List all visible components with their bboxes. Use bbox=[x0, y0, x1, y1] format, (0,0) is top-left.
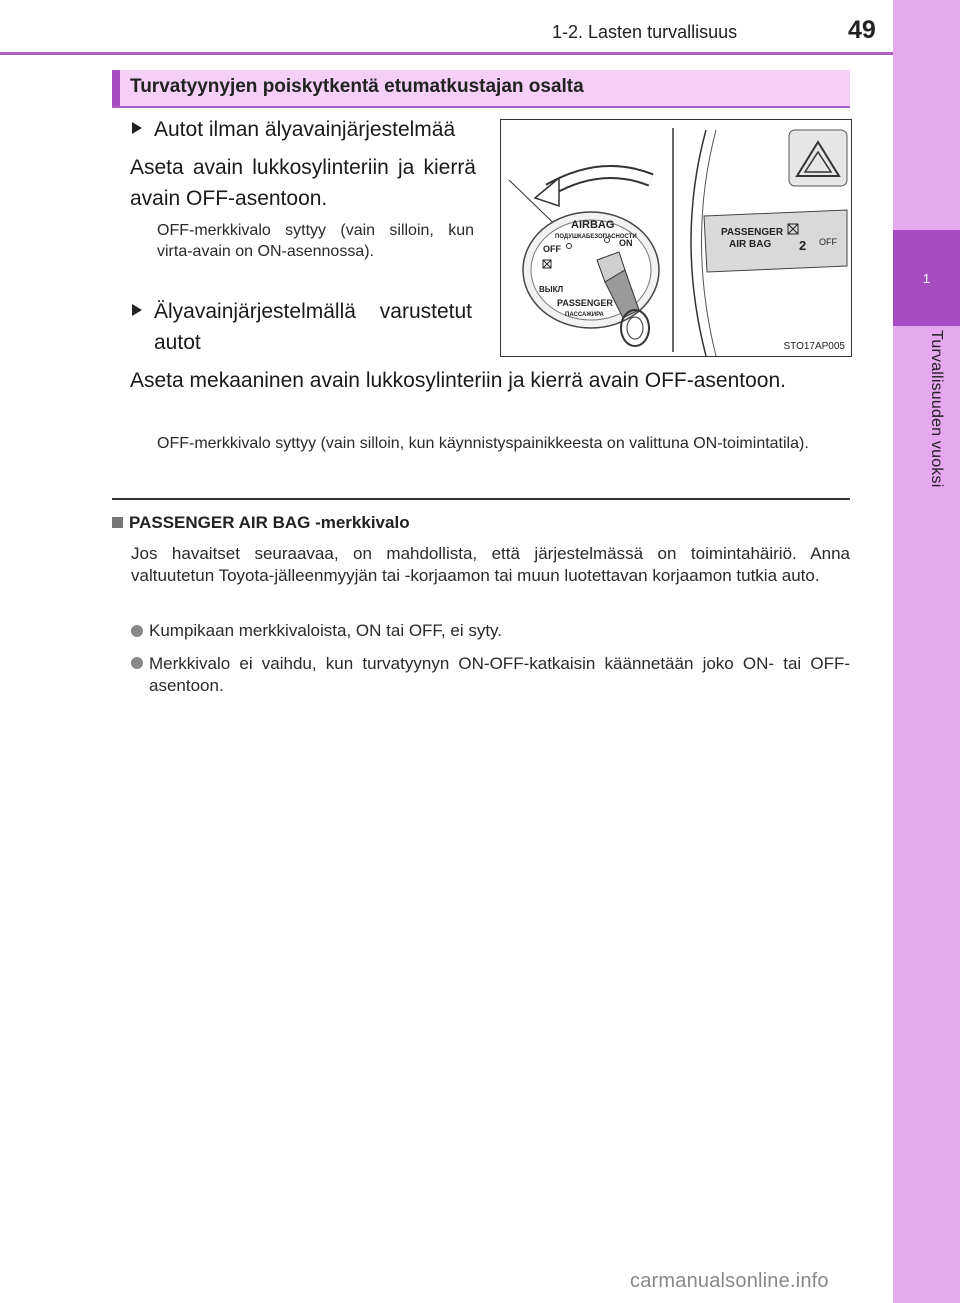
header-rule bbox=[0, 52, 893, 55]
item2-instruction: Aseta mekaaninen avain lukkosylinteriin ja kierrä avain OFF-asentoon. bbox=[130, 369, 786, 392]
triangle-bullet-icon bbox=[132, 304, 142, 316]
switch-off-ru-label: ВЫКЛ bbox=[539, 285, 564, 294]
item1-note: OFF-merkkivalo syttyy (vain silloin, kun virta-avain on ON-asennossa). bbox=[157, 222, 474, 260]
indicator-off: OFF bbox=[819, 237, 837, 247]
subsection-intro: Jos havaitset seuraavaa, on mahdollista, että järjestelmässä on toimintahäiriö. Anna valtuutetun Toyota-jälleenmyyjän tai -korjaamon tai muun luotettavan korjaamon tutkia auto. bbox=[131, 544, 850, 585]
list-item bbox=[131, 620, 850, 642]
indicator-line2: AIR BAG bbox=[729, 239, 772, 250]
section-accent bbox=[112, 70, 120, 106]
switch-off-label: OFF bbox=[543, 244, 561, 254]
item1-heading: Autot ilman älyavainjärjestelmää bbox=[154, 118, 456, 141]
switch-airbag-ru-label: ПОДУШКАБЕЗОПАСНОСТИ bbox=[555, 234, 637, 240]
subsection-title: PASSENGER AIR BAG -merkkivalo bbox=[129, 513, 410, 532]
list-item bbox=[131, 653, 850, 697]
airbag-switch-illustration bbox=[500, 119, 852, 357]
square-bullet-icon bbox=[112, 517, 123, 528]
triangle-bullet-icon bbox=[132, 122, 142, 134]
chapter-number: 1 bbox=[922, 270, 931, 286]
subsection-heading-row bbox=[112, 513, 410, 533]
page-number: 49 bbox=[848, 16, 876, 44]
airbag-switch-drawing bbox=[501, 120, 851, 356]
watermark: carmanualsonline.info bbox=[630, 1270, 829, 1292]
item1-heading-row bbox=[132, 118, 482, 142]
section-heading-bar bbox=[112, 70, 850, 108]
section-divider bbox=[112, 498, 850, 500]
circle-bullet-icon bbox=[131, 657, 143, 669]
switch-passenger-ru-label: ПАССАЖИРА bbox=[565, 312, 604, 318]
chapter-sidebar bbox=[893, 0, 960, 1303]
item2-note: OFF-merkkivalo syttyy (vain silloin, kun käynnistyspainikkeesta on valittuna ON-toimintatila). bbox=[157, 435, 809, 452]
svg-text:2: 2 bbox=[799, 238, 807, 253]
figure-code: STO17AP005 bbox=[783, 341, 845, 352]
switch-airbag-label: AIRBAG bbox=[571, 219, 615, 231]
switch-passenger-label: PASSENGER bbox=[557, 298, 613, 308]
item2-heading: Älyavainjärjestelmällä varustetut autot bbox=[154, 300, 472, 354]
chapter-title: Turvallisuuden vuoksi bbox=[928, 330, 945, 488]
section-title: Turvatyynyjen poiskytkentä etumatkustajan osalta bbox=[130, 76, 584, 97]
circle-bullet-icon bbox=[131, 625, 143, 637]
item1-instruction: Aseta avain lukkosylinteriin ja kierrä avain OFF-asentoon. bbox=[130, 156, 476, 210]
list-item-text: Merkkivalo ei vaihdu, kun turvatyynyn ON-OFF-katkaisin käännetään joko ON- tai OFF-asentoon. bbox=[149, 654, 850, 695]
item2-heading-row bbox=[132, 296, 482, 358]
chapter-number-tab bbox=[893, 230, 960, 326]
running-header: 1-2. Lasten turvallisuus bbox=[552, 22, 738, 42]
switch-on-label: ON bbox=[619, 238, 633, 248]
indicator-line1: PASSENGER bbox=[721, 227, 784, 238]
list-item-text: Kumpikaan merkkivaloista, ON tai OFF, ei syty. bbox=[149, 621, 503, 640]
